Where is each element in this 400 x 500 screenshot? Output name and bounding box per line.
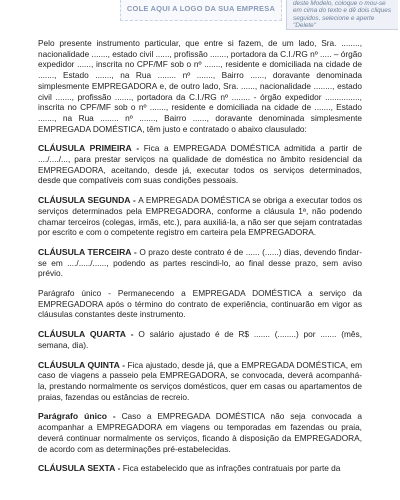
contract-intro: Pelo presente instrumento particular, que entre si fazem, de um lado, Sra. ........, nacionalidade ......., estado civil ......, profissão ......., portadora da C.I./RG nº ..... – órgão expedidor ......, inscrita no CPF/MF sob o nº ......., residente e domiciliada na cidade de ......., Estado ......., na Rua ........ nº ......., Bairro ......, doravante denominada simplesmente EMPREGADORA e, de outro lado, Sra. ......, nacionalidade ........, estado civil ......., profissão ......., portadora da C.I./RG nº ........ - órgão expedidor ..............., inscrita no CPF/MF sob o nº ......., residente e domiciliada na cidade de ......., Estado ......., na Rua ........ nº ......., Bairro ......, doravante denominada simplesmente EMPREGADA DOMÉSTICA, têm justo e contratado o abaixo clausulado: xyxy=(38,38,363,134)
clause-quinta xyxy=(38,360,362,403)
clause-title: CLÁUSULA SEGUNDA xyxy=(38,195,131,206)
clause-separator: - xyxy=(107,411,122,422)
logo-placeholder[interactable] xyxy=(120,0,282,21)
clause-text: Fica ajustado, desde já, que a EMPREGADA DOMÉSTICA, em caso de viagens a passeio pela EMPREGADORA, se convocada, deverá acompanhá-la, prestando normalmente os serviços domésticos, quer em casas ou apartamentos de praias, fazendas ou estâncias de recreio. xyxy=(38,359,362,402)
clause-separator: - xyxy=(131,246,140,257)
clause-text: A EMPREGADA DOMÉSTICA se obriga a executar todos os serviços determinados pela EMPREGADORA, conforme a cláusula 1ª, não podendo chamar terceiros (colegas, irmãs, etc.), para auxiliá-la, a não ser que sejam contratadas por escrito e com o competente registro em carteira pela EMPREGADORA. xyxy=(38,195,363,238)
clause-text: O prazo deste contrato é de ...... (......) dias, devendo findar-se em ..../...../......, podendo as partes rescindi-lo, ao final desse prazo, sem aviso prévio. xyxy=(38,246,362,279)
clause-text: Parágrafo único - Permanecendo a EMPREGADA DOMÉSTICA a serviço da EMPREGADORA após o término do contrato de experiência, continuarão em vigor as cláusulas constantes deste instrumento. xyxy=(38,288,362,320)
clause-text: O salário ajustado é de R$ ....... (........) por ....... (mês, semana, dia). xyxy=(38,329,363,350)
clause-sexta xyxy=(38,463,362,474)
clause-primeira xyxy=(38,143,362,186)
clause-terceira-paragrafo xyxy=(38,288,362,320)
instruction-note-text: deste Modelo, coloque o mou-se em cima do texto e dê dois cliques seguidos, selecione e aperte "Delete" xyxy=(293,0,392,29)
clause-title: CLÁUSULA TERCEIRA xyxy=(38,246,132,257)
instruction-note xyxy=(286,0,398,30)
clause-text: Caso a EMPREGADA DOMÉSTICA não seja convocada a acompanhar a EMPREGADORA em viagens ou temporadas em fazendas ou praia, deverá continuar normalmente os serviços, ficando à disposição da EMPREGADORA, de acordo com as determinações pré-estabelecidas. xyxy=(38,411,362,454)
page-header xyxy=(0,0,400,29)
clause-text: Fica estabelecido que as infrações contratuais por parte da xyxy=(122,463,341,474)
clause-quarta xyxy=(38,329,362,350)
clause-separator: - xyxy=(131,143,144,154)
contract-document xyxy=(38,38,362,483)
clause-quinta-paragrafo xyxy=(38,411,362,454)
clause-title: CLÁUSULA QUINTA xyxy=(38,359,120,370)
clause-text: Fica a EMPREGADA DOMÉSTICA admitida a partir de ..../..../..., para prestar serviços na qualidade de doméstica no âmbito residencial da EMPREGADORA, aceitando, desde já, executar todos os serviços determinados, desde que compatíveis com suas condições pessoais. xyxy=(38,143,362,186)
clause-separator: - xyxy=(119,359,128,370)
clause-title: CLÁUSULA SEXTA xyxy=(38,463,116,474)
clause-title: CLÁUSULA QUARTA xyxy=(38,329,126,340)
clause-segunda xyxy=(38,195,362,238)
logo-placeholder-text: COLE AQUI A LOGO DA SUA EMPRESA xyxy=(126,4,276,13)
clause-title: Parágrafo único xyxy=(38,411,108,422)
clause-separator: - xyxy=(125,329,139,340)
clause-title: CLÁUSULA PRIMEIRA xyxy=(38,143,132,154)
clause-terceira xyxy=(38,247,362,279)
clause-separator: - xyxy=(130,195,139,206)
clause-separator: - xyxy=(115,463,123,474)
